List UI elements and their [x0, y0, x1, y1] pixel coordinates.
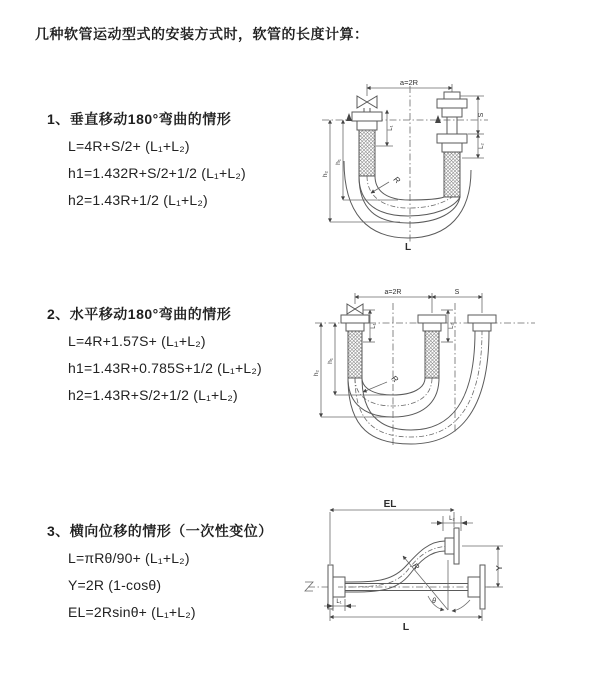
s-curve-hose [338, 541, 452, 592]
braided-hose-section [425, 331, 439, 378]
radius-leader [363, 382, 387, 392]
formula-line: EL=2Rsinθ+ (L₁+L₂) [68, 604, 196, 620]
formula-line: h2=1.43R+S/2+1/2 (L₁+L₂) [68, 387, 238, 403]
formula-line: L=4R+1.57S+ (L₁+L₂) [68, 333, 206, 349]
braided-hose-section [348, 331, 362, 378]
flange-hub [445, 538, 454, 554]
dimension-label-h1: h₁ [335, 159, 342, 165]
flange [454, 528, 459, 564]
formula-line: h2=1.43R+1/2 (L₁+L₂) [68, 192, 208, 208]
section-1 [47, 111, 246, 209]
valve-icon [357, 96, 377, 108]
section-3 [47, 523, 273, 621]
section-2-heading: 2、水平移动180°弯曲的情形 [47, 306, 232, 322]
formula-line: L=πRθ/90+ (L₁+L₂) [68, 550, 190, 566]
dimension-label-l1: L₁ [388, 125, 394, 131]
dimension-label-r: R [410, 561, 422, 572]
radius-leader [371, 182, 389, 193]
dimension-label-s: S [454, 289, 460, 296]
hose-fittings [341, 315, 496, 378]
formula-line: h1=1.432R+S/2+1/2 (L₁+L₂) [68, 165, 246, 181]
u-bend-hose-position-2 [348, 331, 489, 444]
flange [328, 565, 333, 609]
valve-icon [347, 304, 363, 314]
diagram-horizontal-180-bend [303, 283, 543, 453]
dimension-label-r: R [389, 373, 400, 385]
dimension-label-s: S [478, 112, 485, 118]
dimension-label-a2r: a=2R [399, 78, 419, 87]
flange-hub [468, 577, 480, 597]
braided-hose-section [359, 130, 375, 176]
formula-line: Y=2R (1-cosθ) [68, 577, 162, 593]
page-title: 几种软管运动型式的安装方式时，软管的长度计算： [35, 26, 369, 42]
hose-fitting [444, 92, 460, 99]
dimension-label-h2: h₂ [322, 170, 329, 178]
dimension-label-l1: L₁ [336, 599, 342, 605]
dimension-label-l2: L₂ [479, 143, 485, 149]
dimension-label-el: EL [383, 499, 397, 510]
centerline-break-mark [305, 582, 313, 591]
dimension-label-l1: L₁ [371, 323, 377, 329]
hose-fitting [437, 99, 467, 108]
dimension-label-l2: L₂ [449, 323, 455, 329]
diagram-vertical-180-bend [308, 66, 498, 256]
braided-hose-section [444, 152, 460, 197]
dimension-label-a2r: a=2R [384, 289, 402, 296]
dimension-label-l2: L₂ [449, 516, 455, 522]
hose-fitting [442, 108, 462, 117]
angle-label-theta: θ [432, 598, 436, 605]
formula-line: L=4R+S/2+ (L₁+L₂) [68, 138, 190, 154]
angle-arc [428, 596, 444, 610]
flange [480, 565, 485, 609]
hose-fitting [352, 112, 382, 121]
hose-fitting [442, 143, 462, 152]
section-1-heading: 1、垂直移动180°弯曲的情形 [47, 111, 232, 127]
dimension-label-l: L [402, 621, 410, 633]
angle-arc [452, 600, 470, 611]
section-2 [47, 306, 262, 404]
dimension-label-h2: h₂ [313, 369, 320, 377]
hose-fitting [357, 121, 377, 130]
dimension-label-r: R [391, 174, 402, 186]
up-arrow-icon [346, 113, 352, 121]
section-3-heading: 3、横向位移的情形（一次性变位） [47, 523, 273, 539]
hose-fitting [437, 134, 467, 143]
formula-line: h1=1.43R+0.785S+1/2 (L₁+L₂) [68, 360, 262, 376]
dimension-label-h1: h₁ [327, 358, 334, 364]
up-arrow-icon [435, 115, 441, 123]
dimension-label-y: Y [494, 565, 504, 571]
dimension-label-l: L [404, 242, 412, 253]
diagram-lateral-displacement [300, 498, 512, 648]
